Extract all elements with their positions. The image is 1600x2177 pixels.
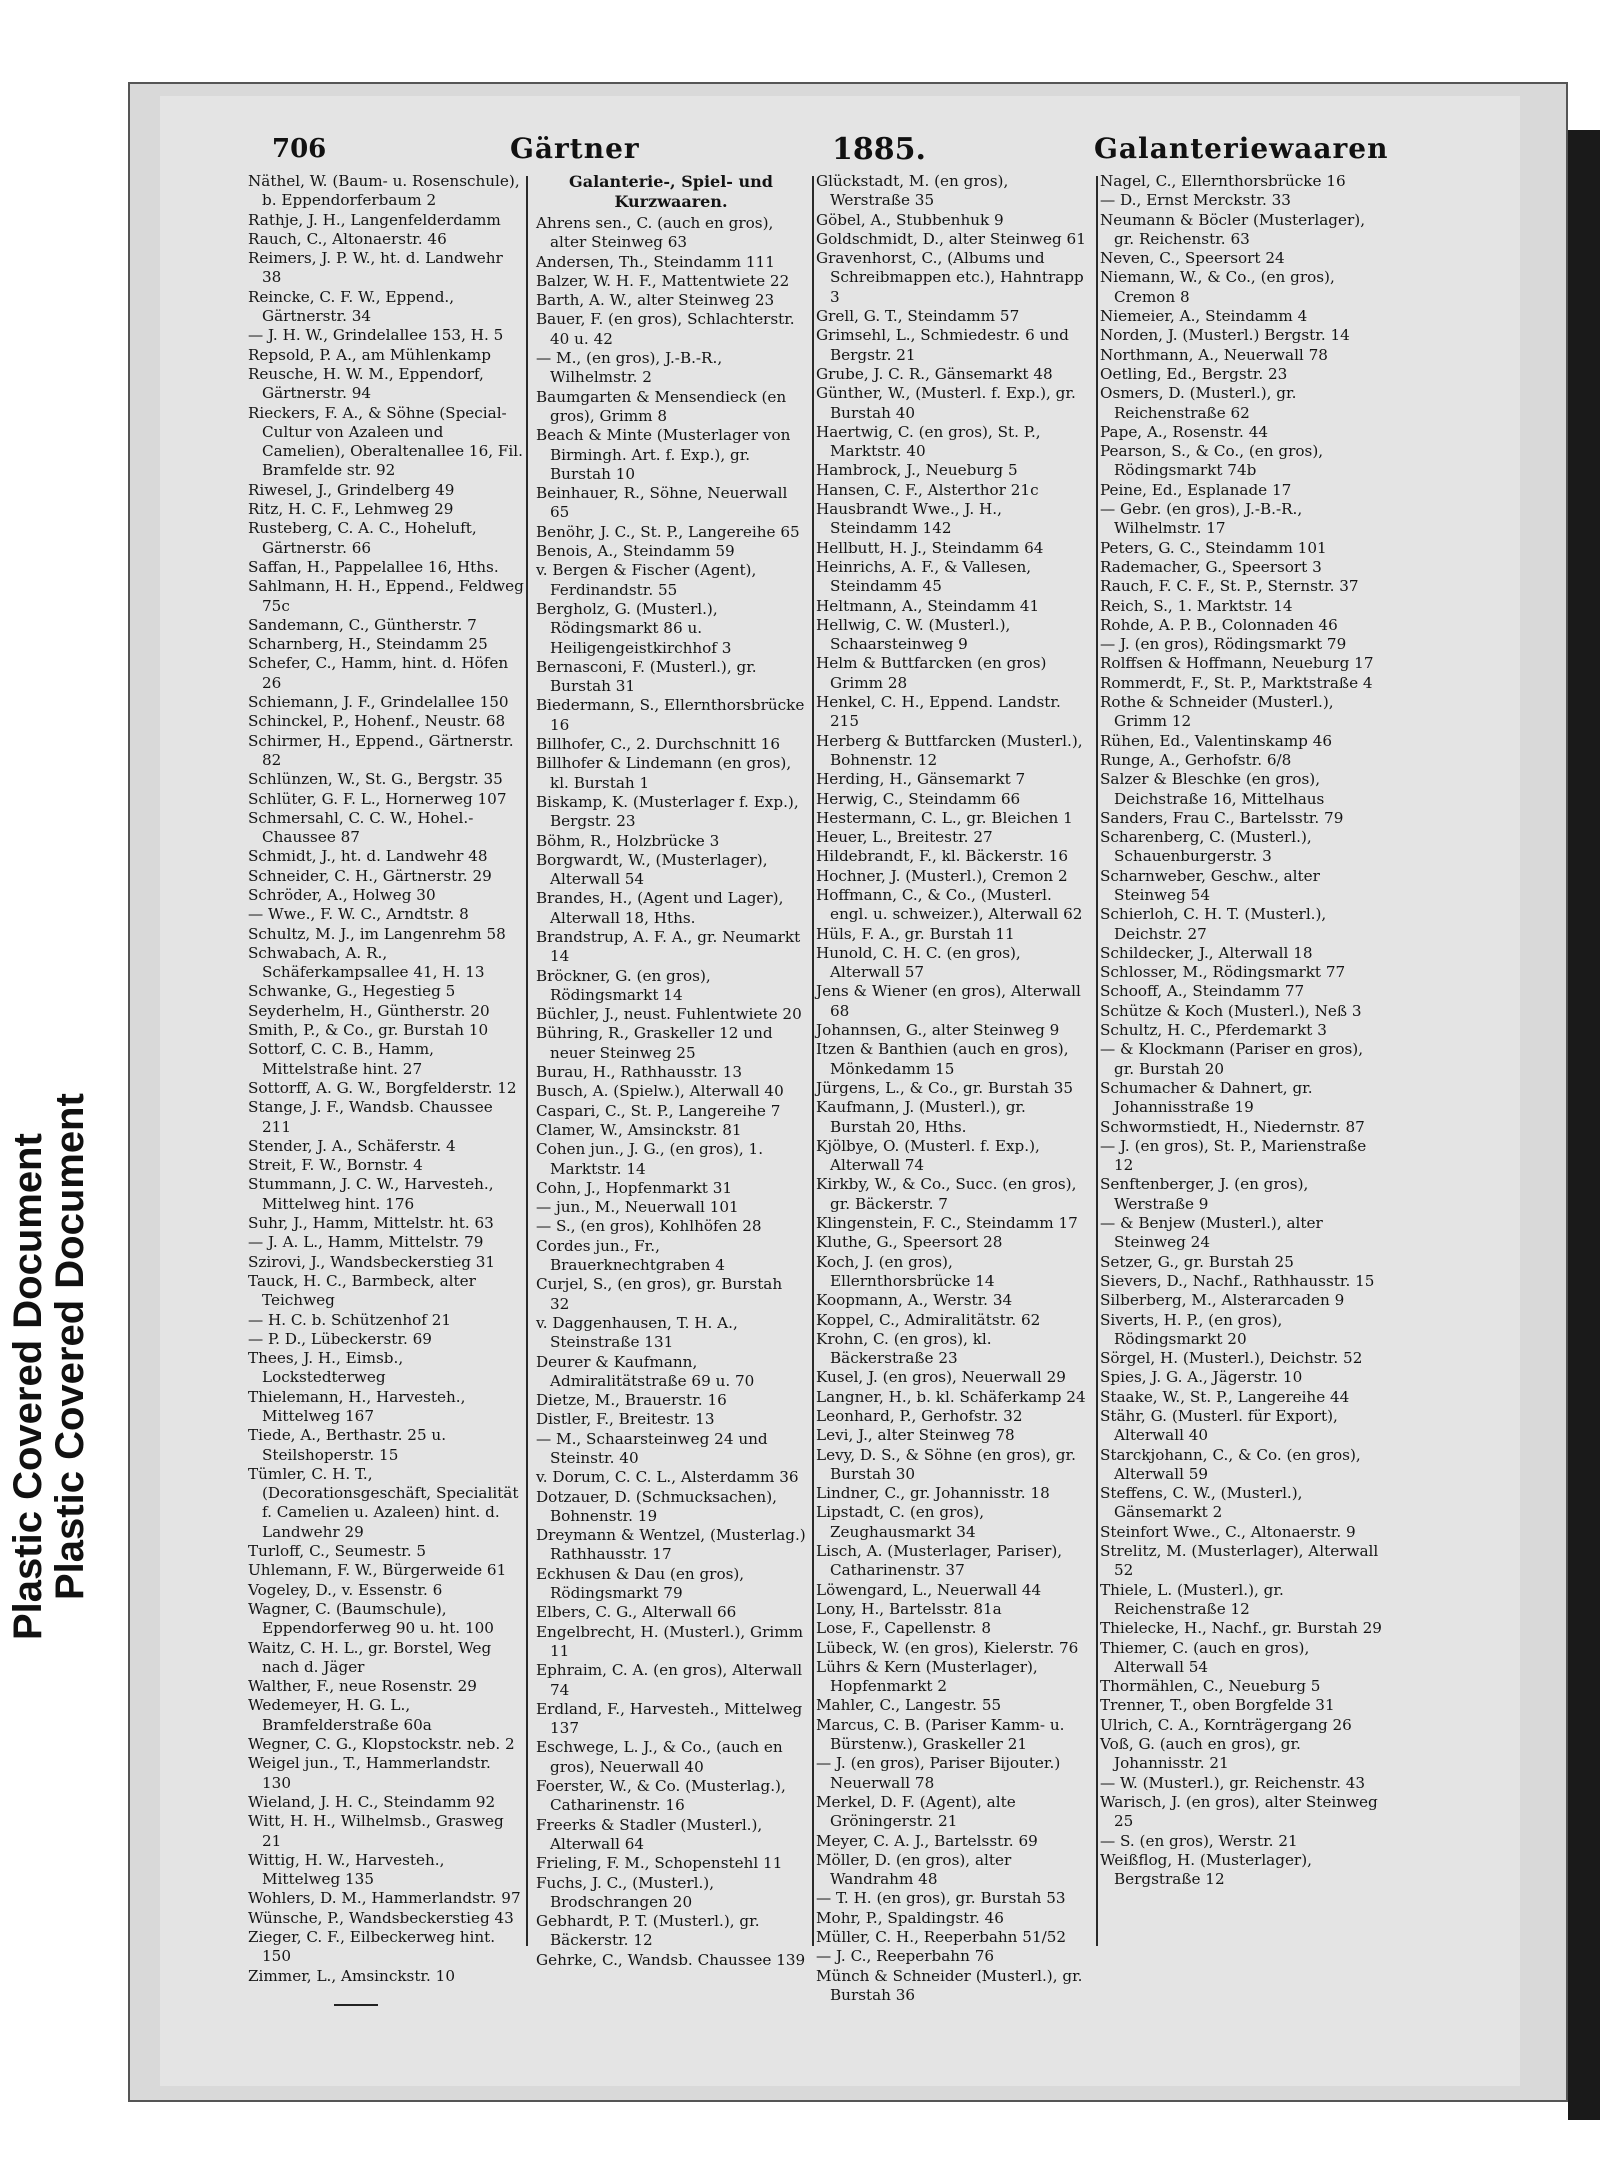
directory-entry: v. Bergen & Fischer (Agent), Ferdinandstr. 55 (536, 561, 757, 599)
directory-entry: Engelbrecht, H. (Musterl.), Grimm 11 (536, 1622, 804, 1660)
directory-entry: Sahlmann, H. H., Eppend., Feldweg 75c (248, 577, 524, 615)
directory-entry: — P. D., Lübeckerstr. 69 (248, 1329, 432, 1348)
directory-entry: Wittig, H. W., Harvesteh., Mittelweg 135 (248, 1850, 445, 1889)
directory-entry: Schirmer, H., Eppend., Gärtnerstr. 82 (248, 731, 514, 769)
directory-entry: Jürgens, L., & Co., gr. Burstah 35 (816, 1078, 1074, 1097)
directory-entry: Schwabach, A. R., Schäferkampsallee 41, H. 13 (248, 943, 485, 982)
directory-entry: Merkel, D. F. (Agent), alte Gröningerstr. 21 (816, 1792, 1016, 1831)
directory-entry: Niemann, W., & Co., (en gros), Cremon 8 (1100, 268, 1335, 306)
directory-entry: Schultz, M. J., im Langenrehm 58 (248, 924, 506, 943)
directory-entry: v. Dorum, C. C. L., Alsterdamm 36 (536, 1468, 799, 1487)
directory-entry: — J. A. L., Hamm, Mittelstr. 79 (248, 1233, 484, 1252)
directory-entry: Staake, W., St. P., Langereihe 44 (1100, 1387, 1350, 1406)
directory-entry: Rühen, Ed., Valentinskamp 46 (1100, 731, 1333, 750)
directory-entry: Stange, J. F., Wandsb. Chaussee 211 (248, 1098, 493, 1136)
directory-entry: Schwanke, G., Hegestieg 5 (248, 982, 456, 1001)
directory-entry: Fuchs, J. C., (Musterl.), Brodschrangen 20 (536, 1873, 715, 1911)
directory-entry: Sandemann, C., Güntherstr. 7 (248, 615, 477, 634)
directory-entry: Kusel, J. (en gros), Neuerwall 29 (816, 1368, 1066, 1387)
directory-entry: Weigel jun., T., Hammerlandstr. 130 (248, 1754, 491, 1792)
directory-entry: Haertwig, C. (en gros), St. P., Marktstr. 40 (816, 422, 1041, 461)
directory-entry: Borgwardt, W., (Musterlager), Alterwall 54 (536, 850, 768, 889)
directory-entry: Cordes jun., Fr., Brauerknechtgraben 4 (536, 1236, 725, 1275)
directory-entry: Benöhr, J. C., St. P., Langereihe 65 (536, 522, 800, 541)
directory-entry: Szirovi, J., Wandsbeckerstieg 31 (248, 1252, 496, 1271)
directory-entry: Lipstadt, C. (en gros), Zeughausmarkt 34 (816, 1503, 985, 1541)
directory-entry: — W. (Musterl.), gr. Reichenstr. 43 (1100, 1773, 1366, 1792)
directory-entry: Bauer, F. (en gros), Schlachterstr. 40 u. 42 (536, 310, 795, 348)
directory-entry: Riwesel, J., Grindelberg 49 (248, 480, 455, 499)
directory-entry: Suhr, J., Hamm, Mittelstr. ht. 63 (248, 1214, 494, 1233)
directory-entry: Bühring, R., Graskeller 12 und neuer Steinweg 25 (536, 1024, 773, 1062)
directory-entry: Koopmann, A., Werstr. 34 (816, 1291, 1013, 1310)
directory-entry: Schröder, A., Holweg 30 (248, 885, 436, 904)
directory-entry: Curjel, S., (en gros), gr. Burstah 32 (536, 1275, 783, 1313)
end-rule (334, 2004, 378, 2006)
directory-entry: Rothe & Schneider (Musterl.), Grimm 12 (1100, 693, 1334, 731)
directory-entry: Rommerdt, F., St. P., Marktstraße 4 (1100, 673, 1373, 692)
directory-entry: Leonhard, P., Gerhofstr. 32 (816, 1407, 1023, 1425)
directory-entry: Scharnberg, H., Steindamm 25 (248, 635, 488, 654)
spine-labels (0, 1000, 110, 1700)
directory-entry: Levi, J., alter Steinweg 78 (816, 1426, 1015, 1445)
directory-entry: — D., Ernst Merckstr. 33 (1100, 191, 1291, 210)
directory-entry: — M., Schaarsteinweg 24 und Steinstr. 40 (536, 1429, 768, 1467)
directory-entry: Setzer, G., gr. Burstah 25 (1100, 1252, 1294, 1271)
directory-entry: Nagel, C., Ellernthorsbrücke 16 (1100, 172, 1346, 190)
directory-entry: Koch, J. (en gros), Ellernthorsbrücke 14 (816, 1252, 995, 1290)
directory-entry: Itzen & Banthien (auch en gros), Mönkedamm 15 (816, 1040, 1069, 1078)
directory-entry: Zieger, C. F., Eilbeckerweg hint. 150 (248, 1928, 496, 1966)
spine-label-cropped: Plastic Covered Document (6, 1133, 50, 1640)
directory-entry: Senftenberger, J. (en gros), Werstraße 9 (1100, 1175, 1309, 1213)
directory-entry: Bernasconi, F. (Musterl.), gr. Burstah 31 (536, 657, 757, 696)
directory-entry: Hansen, C. F., Alsterthor 21c (816, 480, 1039, 499)
directory-entry: Balzer, W. H. F., Mattentwiete 22 (536, 271, 790, 290)
directory-entry: Rathje, J. H., Langenfelderdamm (248, 210, 501, 229)
directory-entry: Peters, G. C., Steindamm 101 (1100, 538, 1327, 557)
directory-entry: Lübeck, W. (en gros), Kielerstr. 76 (816, 1638, 1079, 1657)
directory-entry: Schinckel, P., Hohenf., Neustr. 68 (248, 712, 506, 731)
directory-entry: Dietze, M., Brauerstr. 16 (536, 1391, 727, 1410)
directory-entry: — Gebr. (en gros), J.-B.-R., Wilhelmstr. 17 (1100, 500, 1303, 538)
directory-entry: Repsold, P. A., am Mühlenkamp (248, 345, 491, 364)
directory-entry: — H. C. b. Schützenhof 21 (248, 1310, 452, 1329)
directory-entry: — & Klockmann (Pariser en gros), gr. Burstah 20 (1100, 1040, 1364, 1078)
directory-entry: Günther, W., (Musterl. f. Exp.), gr. Burstah 40 (816, 384, 1076, 422)
directory-entry: Vogeley, D., v. Essenstr. 6 (248, 1580, 443, 1599)
directory-entry: Distler, F., Breitestr. 13 (536, 1410, 715, 1429)
directory-entry: Rauch, F. C. F., St. P., Sternstr. 37 (1100, 577, 1359, 596)
directory-entry: Osmers, D. (Musterl.), gr. Reichenstraße 62 (1100, 384, 1297, 422)
directory-entry: — jun., M., Neuerwall 101 (536, 1198, 739, 1217)
directory-entry: Clamer, W., Amsinckstr. 81 (536, 1120, 742, 1139)
directory-entry: Wagner, C. (Baumschule), Eppendorferweg 90 u. ht. 100 (248, 1599, 494, 1638)
directory-entry: Starckjohann, C., & Co. (en gros), Alterwall 59 (1100, 1445, 1361, 1483)
directory-entry: Kaufmann, J. (Musterl.), gr. Burstah 20, Hths. (816, 1098, 1026, 1136)
directory-entry: Scharenberg, C. (Musterl.), Schauenburgerstr. 3 (1100, 828, 1312, 866)
directory-columns (248, 172, 1384, 2004)
directory-entry: Hellbutt, H. J., Steindamm 64 (816, 538, 1044, 557)
running-head-left: Gärtner (510, 132, 640, 165)
directory-entry: Wohlers, D. M., Hammerlandstr. 97 (248, 1889, 521, 1908)
directory-entry: Müller, C. H., Reeperbahn 51/52 (816, 1928, 1067, 1947)
directory-entry: Bergholz, G. (Musterl.), Rödingsmarkt 86 u. Heiligengeistkirchhof 3 (536, 599, 732, 657)
directory-entry: Grube, J. C. R., Gänsemarkt 48 (816, 364, 1053, 383)
directory-entry: Thees, J. H., Eimsb., Lockstedterweg (248, 1349, 404, 1387)
directory-entry: Steffens, C. W., (Musterl.), Gänsemarkt 2 (1100, 1484, 1303, 1522)
directory-entry: Burau, H., Rathhausstr. 13 (536, 1063, 743, 1082)
directory-entry: Schneider, C. H., Gärtnerstr. 29 (248, 866, 492, 885)
directory-entry: Tümler, C. H. T., (Decorationsgeschäft, Specialität f. Camelien u. Azaleen) hint. d. Landwehr 29 (248, 1464, 519, 1541)
directory-entry: Dotzauer, D. (Schmucksachen), Bohnenstr. 19 (536, 1487, 777, 1525)
directory-entry: Reimers, J. P. W., ht. d. Landwehr 38 (248, 249, 503, 287)
directory-entry: Lindner, C., gr. Johannisstr. 18 (816, 1484, 1050, 1503)
directory-entry: — S. (en gros), Werstr. 21 (1100, 1831, 1298, 1850)
directory-entry: Sottorff, A. G. W., Borgfelderstr. 12 (248, 1078, 517, 1097)
directory-entry: Uhlemann, F. W., Bürgerweide 61 (248, 1561, 507, 1580)
directory-entry: Helm & Buttfarcken (en gros) Grimm 28 (816, 654, 1047, 692)
directory-entry: Schmidt, J., ht. d. Landwehr 48 (248, 847, 488, 866)
directory-entry: Billhofer & Lindemann (en gros), kl. Burstah 1 (536, 754, 792, 792)
directory-entry: Sievers, D., Nachf., Rathhausstr. 15 (1100, 1271, 1375, 1290)
directory-entry: Elbers, C. G., Alterwall 66 (536, 1603, 737, 1622)
directory-entry: Näthel, W. (Baum- u. Rosenschule), b. Eppendorferbaum 2 (248, 172, 520, 210)
directory-entry: Hoffmann, C., & Co., (Musterl. engl. u. schweizer.), Alterwall 62 (816, 885, 1083, 924)
directory-entry: Schumacher & Dahnert, gr. Johannisstraße 19 (1100, 1078, 1313, 1117)
directory-entry: Schwormstiedt, H., Niedernstr. 87 (1100, 1117, 1365, 1136)
directory-entry: Siverts, H. P., (en gros), Rödingsmarkt 20 (1100, 1310, 1283, 1348)
directory-entry: Peine, Ed., Esplanade 17 (1100, 480, 1292, 499)
directory-entry: Walther, F., neue Rosenstr. 29 (248, 1677, 477, 1696)
directory-entry: Schiemann, J. F., Grindelallee 150 (248, 693, 509, 712)
directory-entry: Sottorf, C. C. B., Hamm, Mittelstraße hint. 27 (248, 1040, 434, 1078)
directory-entry: Gehrke, C., Wandsb. Chaussee 139 (536, 1950, 806, 1969)
directory-entry: Mohr, P., Spaldingstr. 46 (816, 1908, 1004, 1927)
directory-entry: Waitz, C. H. L., gr. Borstel, Weg nach d. Jäger (248, 1638, 492, 1676)
directory-entry: Sanders, Frau C., Bartelsstr. 79 (1100, 808, 1344, 827)
directory-entry: Kluthe, G., Speersort 28 (816, 1233, 1003, 1252)
directory-entry: Wegner, C. G., Klopstockstr. neb. 2 (248, 1735, 515, 1754)
directory-entry: Rolffsen & Hoffmann, Neueburg 17 (1100, 654, 1374, 673)
directory-entry: Bröckner, G. (en gros), Rödingsmarkt 14 (536, 966, 711, 1004)
directory-entry: Weißflog, H. (Musterlager), Bergstraße 12 (1100, 1850, 1312, 1889)
directory-entry: Göbel, A., Stubbenhuk 9 (816, 210, 1004, 229)
directory-entry: Schütze & Koch (Musterl.), Neß 3 (1100, 1001, 1362, 1020)
directory-column-2 (536, 172, 806, 1969)
directory-entry: Wedemeyer, H. G. L., Bramfelderstraße 60a (248, 1696, 432, 1734)
directory-entry: Dreymann & Wentzel, (Musterlag.) Rathhausstr. 17 (536, 1526, 806, 1564)
running-head-year: 1885. (832, 132, 926, 167)
directory-entry: Stummann, J. C. W., Harvesteh., Mittelweg hint. 176 (248, 1175, 494, 1213)
directory-entry: Reich, S., 1. Marktstr. 14 (1100, 596, 1293, 615)
directory-entry: Pape, A., Rosenstr. 44 (1100, 422, 1269, 441)
directory-entry: Erdland, F., Harvesteh., Mittelweg 137 (536, 1699, 803, 1738)
directory-entry: Marcus, C. B. (Pariser Kamm- u. Bürstenw.), Graskeller 21 (816, 1715, 1065, 1754)
directory-column-1 (248, 172, 524, 1985)
directory-entry: Frieling, F. M., Schopenstehl 11 (536, 1854, 783, 1873)
directory-entry: Benois, A., Steindamm 59 (536, 542, 735, 561)
directory-entry: Pearson, S., & Co., (en gros), Rödingsmarkt 74b (1100, 442, 1324, 480)
directory-entry: Lührs & Kern (Musterlager), Hopfenmarkt 2 (816, 1657, 1038, 1696)
directory-entry: Rieckers, F. A., & Söhne (Special-Cultur von Azaleen und Camelien), Oberaltenallee 16, Fil. Bramfelde str. 92 (248, 403, 523, 480)
directory-entry: Lose, F., Capellenstr. 8 (816, 1619, 991, 1638)
directory-entry: Steinfort Wwe., C., Altonaerstr. 9 (1100, 1522, 1356, 1541)
running-head-right: Galanteriewaaren (1094, 132, 1389, 165)
section-heading: Galanterie-, Spiel- und Kurzwaaren. (569, 172, 773, 211)
directory-entry: Schooff, A., Steindamm 77 (1100, 982, 1305, 1001)
directory-entry: Neumann & Böcler (Musterlager), gr. Reichenstr. 63 (1100, 210, 1366, 248)
directory-entry: Thormählen, C., Neueburg 5 (1100, 1677, 1321, 1696)
directory-entry: — J. (en gros), St. P., Marienstraße 12 (1100, 1136, 1367, 1175)
directory-entry: Thielecke, H., Nachf., gr. Burstah 29 (1100, 1619, 1382, 1638)
directory-entry: Grimsehl, L., Schmiedestr. 6 und Bergstr. 21 (816, 326, 1069, 364)
directory-entry: — S., (en gros), Kohlhöfen 28 (536, 1217, 762, 1236)
directory-entry: Busch, A. (Spielw.), Alterwall 40 (536, 1082, 784, 1101)
directory-entry: Gravenhorst, C., (Albums und Schreibmappen etc.), Hahntrapp 3 (816, 249, 1084, 306)
directory-entry: Oetling, Ed., Bergstr. 23 (1100, 364, 1288, 383)
directory-entry: Glückstadt, M. (en gros), Werstraße 35 (816, 172, 1009, 210)
directory-column-4 (1100, 172, 1384, 1952)
directory-entry: Runge, A., Gerhofstr. 6/8 (1100, 750, 1292, 769)
directory-entry: Koppel, C., Admiralitätstr. 62 (816, 1310, 1041, 1329)
directory-entry: Büchler, J., neust. Fuhlentwiete 20 (536, 1005, 802, 1024)
directory-entry: Streit, F. W., Bornstr. 4 (248, 1156, 423, 1175)
directory-entry: Ritz, H. C. F., Lehmweg 29 (248, 500, 454, 519)
directory-entry: Seyderhelm, H., Güntherstr. 20 (248, 1001, 490, 1020)
directory-entry: Rauch, C., Altonaerstr. 46 (248, 229, 447, 248)
directory-entry: Baumgarten & Mensendieck (en gros), Grimm 8 (536, 387, 787, 425)
directory-entry: v. Daggenhausen, T. H. A., Steinstraße 131 (536, 1313, 738, 1352)
directory-entry: Smith, P., & Co., gr. Burstah 10 (248, 1021, 489, 1040)
directory-entry: Krohn, C. (en gros), kl. Bäckerstraße 23 (816, 1329, 992, 1368)
directory-entry: Warisch, J. (en gros), alter Steinweg 25 (1100, 1792, 1378, 1831)
directory-entry: Norden, J. (Musterl.) Bergstr. 14 (1100, 326, 1350, 345)
directory-entry: Silberberg, M., Alsterarcaden 9 (1100, 1291, 1345, 1310)
directory-entry: — T. H. (en gros), gr. Burstah 53 (816, 1889, 1066, 1908)
directory-entry: Biedermann, S., Ellernthorsbrücke 16 (536, 696, 805, 734)
directory-entry: Hildebrandt, F., kl. Bäckerstr. 16 (816, 847, 1068, 866)
directory-entry: Caspari, C., St. P., Langereihe 7 (536, 1101, 781, 1120)
spine-label: Plastic Covered Document (48, 1093, 92, 1600)
directory-entry: Klingenstein, F. C., Steindamm 17 (816, 1214, 1078, 1233)
directory-entry: Spies, J. G. A., Jägerstr. 10 (1100, 1368, 1303, 1387)
directory-entry: Reusche, H. W. M., Eppendorf, Gärtnerstr. 94 (248, 364, 484, 403)
directory-entry: Billhofer, C., 2. Durchschnitt 16 (536, 735, 780, 754)
directory-entry: Turloff, C., Seumestr. 5 (248, 1542, 427, 1561)
directory-entry: Schierloh, C. H. T. (Musterl.), Deichstr. 27 (1100, 905, 1327, 943)
directory-entry: Brandes, H., (Agent und Lager), Alterwall 18, Hths. (536, 889, 784, 927)
directory-entry: Hüls, F. A., gr. Burstah 11 (816, 924, 1015, 943)
directory-entry: Scharnweber, Geschw., alter Steinweg 54 (1100, 866, 1320, 904)
directory-entry: Langner, H., b. kl. Schäferkamp 24 (816, 1387, 1086, 1406)
directory-entry: Rademacher, G., Speersort 3 (1100, 557, 1322, 576)
directory-entry: — M., (en gros), J.-B.-R., Wilhelmstr. 2 (536, 349, 723, 387)
directory-entry: Trenner, T., oben Borgfelde 31 (1100, 1696, 1335, 1715)
page-number: 706 (272, 134, 327, 164)
directory-entry: Neven, C., Speersort 24 (1100, 249, 1285, 268)
directory-entry: Schmersahl, C. C. W., Hohel.-Chaussee 87 (248, 808, 474, 847)
directory-entry: Goldschmidt, D., alter Steinweg 61 (816, 229, 1086, 248)
directory-entry: Thiele, L. (Musterl.), gr. Reichenstraße 12 (1100, 1580, 1284, 1618)
page-header (272, 132, 1389, 172)
directory-entry: Heltmann, A., Steindamm 41 (816, 596, 1040, 615)
directory-entry: — Wwe., F. W. C., Arndtstr. 8 (248, 905, 469, 924)
directory-entry: Rohde, A. P. B., Colonnaden 46 (1100, 615, 1338, 634)
directory-entry: Herwig, C., Steindamm 66 (816, 789, 1021, 808)
directory-entry: Salzer & Bleschke (en gros), Deichstraße 16, Mittelhaus (1100, 770, 1325, 808)
directory-entry: Thiemer, C. (auch en gros), Alterwall 54 (1100, 1638, 1310, 1676)
directory-entry: Herding, H., Gänsemarkt 7 (816, 770, 1026, 789)
directory-entry: Schultz, H. C., Pferdemarkt 3 (1100, 1021, 1327, 1040)
directory-entry: Schildecker, J., Alterwall 18 (1100, 943, 1313, 962)
directory-entry: Hochner, J. (Musterl.), Cremon 2 (816, 866, 1068, 885)
directory-entry: Löwengard, L., Neuerwall 44 (816, 1580, 1042, 1599)
directory-entry: Ephraim, C. A. (en gros), Alterwall 74 (536, 1661, 803, 1699)
directory-entry: Meyer, C. A. J., Bartelsstr. 69 (816, 1831, 1038, 1850)
directory-entry: — J. H. W., Grindelallee 153, H. 5 (248, 326, 504, 345)
directory-entry: Voß, G. (auch en gros), gr. Johannisstr. 21 (1100, 1735, 1301, 1773)
directory-entry: Tauck, H. C., Barmbeck, alter Teichweg (248, 1271, 476, 1310)
directory-entry: Saffan, H., Pappelallee 16, Hths. (248, 557, 499, 576)
directory-entry: Eschwege, L. J., & Co., (auch en gros), Neuerwall 40 (536, 1738, 783, 1776)
directory-entry: Grell, G. T., Steindamm 57 (816, 307, 1020, 326)
directory-entry: Schefer, C., Hamm, hint. d. Höfen 26 (248, 654, 509, 692)
directory-entry: Jens & Wiener (en gros), Alterwall 68 (816, 982, 1081, 1020)
directory-entry: Mahler, C., Langestr. 55 (816, 1696, 1002, 1715)
directory-entry: Zimmer, L., Amsinckstr. 10 (248, 1966, 455, 1985)
directory-entry: Heinrichs, A. F., & Vallesen, Steindamm 45 (816, 557, 1032, 596)
directory-entry: Niemeier, A., Steindamm 4 (1100, 307, 1308, 326)
directory-entry: — J. (en gros), Rödingsmarkt 79 (1100, 635, 1347, 654)
directory-entry: Foerster, W., & Co. (Musterlag.), Catharinenstr. 16 (536, 1777, 786, 1815)
directory-entry: Hunold, C. H. C. (en gros), Alterwall 57 (816, 943, 1021, 982)
directory-entry: Lony, H., Bartelsstr. 81a (816, 1599, 1002, 1618)
directory-entry: Freerks & Stadler (Musterl.), Alterwall 64 (536, 1815, 763, 1853)
directory-entry: Ulrich, C. A., Kornträgergang 26 (1100, 1715, 1352, 1734)
directory-entry: Wieland, J. H. C., Steindamm 92 (248, 1792, 496, 1811)
directory-entry: Schlosser, M., Rödingsmarkt 77 (1100, 963, 1346, 982)
directory-entry: Strelitz, M. (Musterlager), Alterwall 52 (1100, 1542, 1379, 1580)
directory-entry: Schlüter, G. F. L., Hornerweg 107 (248, 789, 507, 808)
directory-entry: Brandstrup, A. F. A., gr. Neumarkt 14 (536, 927, 801, 966)
directory-entry: Hestermann, C. L., gr. Bleichen 1 (816, 808, 1073, 827)
directory-entry: Cohen jun., J. G., (en gros), 1. Marktstr. 14 (536, 1140, 764, 1178)
directory-entry: Stender, J. A., Schäferstr. 4 (248, 1136, 456, 1155)
directory-entry: Cohn, J., Hopfenmarkt 31 (536, 1178, 733, 1197)
directory-entry: Beach & Minte (Musterlager von Birmingh. Art. f. Exp.), gr. Burstah 10 (536, 426, 791, 483)
directory-entry: Hellwig, C. W. (Musterl.), Schaarsteinweg 9 (816, 615, 1011, 654)
directory-entry: Johannsen, G., alter Steinweg 9 (816, 1021, 1060, 1040)
directory-entry: Witt, H. H., Wilhelmsb., Grasweg 21 (248, 1812, 504, 1850)
directory-entry: Münch & Schneider (Musterl.), gr. Burstah 36 (816, 1966, 1083, 2004)
directory-entry: Wünsche, P., Wandsbeckerstieg 43 (248, 1908, 514, 1927)
directory-entry: Northmann, A., Neuerwall 78 (1100, 345, 1328, 364)
directory-entry: Hausbrandt Wwe., J. H., Steindamm 142 (816, 500, 1002, 538)
directory-entry: Deurer & Kaufmann, Admiralitätstraße 69 u. 70 (536, 1352, 755, 1390)
directory-entry: Herberg & Buttfarcken (Musterl.), Bohnenstr. 12 (816, 731, 1083, 769)
directory-entry: Kirkby, W., & Co., Succ. (en gros), gr. Bäckerstr. 7 (816, 1175, 1077, 1213)
directory-entry: Beinhauer, R., Söhne, Neuerwall 65 (536, 484, 788, 522)
directory-entry: Stähr, G. (Musterl. für Export), Alterwall 40 (1100, 1407, 1338, 1445)
directory-entry: Hambrock, J., Neueburg 5 (816, 461, 1018, 480)
directory-entry: — J. C., Reeperbahn 76 (816, 1947, 995, 1966)
directory-entry: Reincke, C. F. W., Eppend., Gärtnerstr. 34 (248, 287, 455, 326)
directory-entry: Barth, A. W., alter Steinweg 23 (536, 291, 775, 310)
directory-entry: Andersen, Th., Steindamm 111 (536, 252, 775, 271)
directory-entry: Ahrens sen., C. (auch en gros), alter Steinweg 63 (536, 214, 774, 252)
directory-entry: — J. (en gros), Pariser Bijouter.) Neuerwall 78 (816, 1754, 1061, 1792)
directory-entry: Heuer, L., Breitestr. 27 (816, 828, 993, 847)
directory-entry: — & Benjew (Musterl.), alter Steinweg 24 (1100, 1214, 1323, 1252)
directory-entry: Eckhusen & Dau (en gros), Rödingsmarkt 79 (536, 1564, 745, 1603)
directory-entry: Sörgel, H. (Musterl.), Deichstr. 52 (1100, 1349, 1363, 1368)
directory-entry: Lisch, A. (Musterlager, Pariser), Catharinenstr. 37 (816, 1542, 1063, 1580)
directory-entry: Kjölbye, O. (Musterl. f. Exp.), Alterwall 74 (816, 1136, 1040, 1175)
directory-entry: Biskamp, K. (Musterlager f. Exp.), Bergstr. 23 (536, 792, 799, 831)
directory-entry: Schlünzen, W., St. G., Bergstr. 35 (248, 770, 503, 789)
directory-entry: Thielemann, H., Harvesteh., Mittelweg 167 (248, 1387, 466, 1425)
directory-entry: Böhm, R., Holzbrücke 3 (536, 831, 720, 850)
directory-entry: Möller, D. (en gros), alter Wandrahm 48 (816, 1850, 1012, 1889)
directory-entry: Tiede, A., Berthastr. 25 u. Steilshoperstr. 15 (248, 1426, 447, 1464)
directory-column-3 (816, 172, 1088, 2004)
directory-entry: Henkel, C. H., Eppend. Landstr. 215 (816, 693, 1061, 731)
directory-entry: Levy, D. S., & Söhne (en gros), gr. Burstah 30 (816, 1445, 1076, 1483)
directory-entry: Gebhardt, P. T. (Musterl.), gr. Bäckerstr. 12 (536, 1912, 760, 1950)
directory-entry: Rusteberg, C. A. C., Hoheluft, Gärtnerstr. 66 (248, 519, 477, 557)
next-page-edge (1568, 130, 1600, 2120)
